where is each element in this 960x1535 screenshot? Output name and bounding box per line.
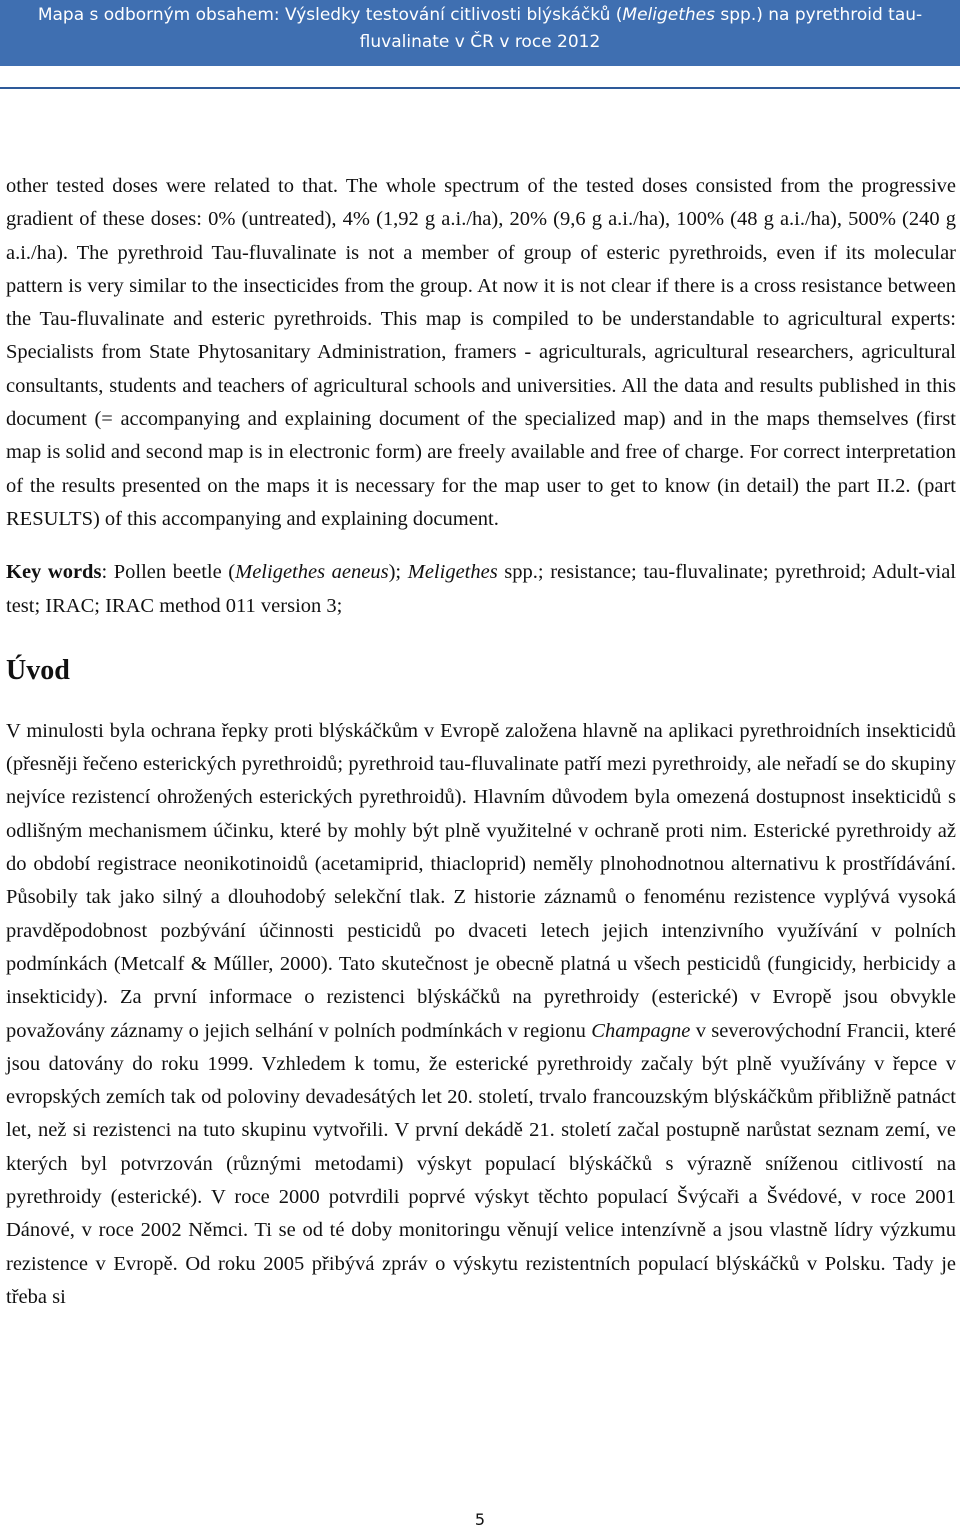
- header-line-2: fluvalinate v ČR v roce 2012: [359, 32, 601, 52]
- header-line-1: [0, 2, 960, 29]
- keywords-text-1: : Pollen beetle (: [101, 561, 236, 584]
- abstract-paragraph: other tested doses were related to that. The whole spectrum of the tested doses consisted from the progressive gradient of these doses: 0% (untreated), 4% (1,92 g a.i./ha), 20% (9,6 g a.i./ha), 100% (48 g a.i./ha), 500% (240 g a.i./ha). The pyrethroid Tau-fluvalinate is not a member of group of esteric pyrethroids, even if its molecular pattern is very similar to the insecticides from the group. At now it is not clear if there is a cross resistance between the Tau-fluvalinate and esteric pyrethroids. This map is compiled to be understandable to agricultural experts: Specialists from State Phytosanitary Administration, framers - agriculturals, agricultural researchers, agricultural consultants, students and teachers of agricultural schools and universities. All the data and results published in this document (= accompanying and explaining document of the specialized map) and in the maps themselves (first map is solid and second map is in electronic form) are freely available and free of charge. For correct interpretation of the results presented on the maps it is necessary for the map user to get to know (in detail) the part II.2. (part RESULTS) of this accompanying and explaining document.: [6, 175, 956, 530]
- keywords-text-2: );: [388, 561, 408, 584]
- header-text-a: Mapa s odborným obsahem: Výsledky testování citlivosti blýskáčků (: [37, 5, 623, 25]
- page-header: [0, 0, 960, 66]
- section-title: Úvod: [6, 654, 70, 686]
- section-paragraph: [6, 715, 956, 1314]
- header-text-b: spp.) na pyrethroid tau-: [715, 5, 923, 25]
- section-text-2: v severovýchodní Francii, které jsou datovány do roku 1999. Vzhledem k tomu, že esterické pyrethroidy začaly být plně využívány v řepce v evropských zemích tak od poloviny devadesátých let 20. století, trvalo francouzským blýskáčkům přibližně patnáct let, než si rezistenci na tuto skupinu vytvořili. V první dekádě 21. století začal postupně narůstat seznam zemí, ve kterých byl potvrzován (různými metodami) výskyt populací blýskáčků s výrazně sníženou citlivostí na pyrethroidy (esterické). V roce 2000 potvrdili poprvé výskyt těchto populací Švýcaři a Švédové, v roce 2001 Dánové, v roce 2002 Němci. Ti se od té doby monitoringu věnují velice intenzívně a jsou vlastně lídry výzkumu rezistence v Evropě. Od roku 2005 přibývá zpráv o výskytu rezistentních populací blýskáčků v Polsku. Tady je třeba si: [6, 1019, 956, 1308]
- keywords-label: Key words: [6, 561, 102, 584]
- page-number: 5: [474, 1510, 486, 1529]
- header-rule: [0, 87, 960, 89]
- header-italic-genus: Meligethes: [622, 5, 715, 25]
- page-content: [6, 170, 956, 1314]
- section-text-1: V minulosti byla ochrana řepky proti blýskáčkům v Evropě založena hlavně na aplikaci pyrethroidních insekticidů (přesněji řečeno esterických pyrethroidů; pyrethroid tau-fluvalinate patří mezi pyrethroidy, ale neřadí se do skupiny nejvíce rezistencí ohrožených esterických pyrethroidů). Hlavním důvodem byla omezená dostupnost insekticidů s odlišným mechanismem účinku, které by mohly být plně využitelné v ochraně proti nim. Esterické pyrethroidy až do období registrace neonikotinoidů (acetamiprid, thiacloprid) neměly plnohodnotnou alternativu k prostřídávání. Působily tak jako silný a dlouhodobý selekční tlak. Z historie záznamů o fenoménu rezistence vyplývá vysoká pravděpodobnost pozbývání účinnosti pesticidů po dvaceti letech jejich intenzivního využívání v polních podmínkách (Metcalf & Műller, 2000). Tato skutečnost je obecně platná u všech pesticidů (fungicidy, herbicidy a insekticidy). Za první informace o rezistenci blýskáčků na pyrethroidy (esterické) v Evropě jsou obvykle považovány záznamy o jejich selhání v polních podmínkách v regionu: [6, 719, 956, 1042]
- keywords-text-3: spp.; resistance; tau-fluvalinate; pyrethroid; Adult-vial test; IRAC; IRAC method 011 version 3;: [6, 561, 956, 617]
- section-italic-region: Champagne: [591, 1019, 691, 1042]
- keywords-italic-2: Meligethes: [407, 561, 498, 584]
- keywords-italic-1: Meligethes aeneus: [235, 561, 389, 584]
- keywords-paragraph: [6, 556, 956, 623]
